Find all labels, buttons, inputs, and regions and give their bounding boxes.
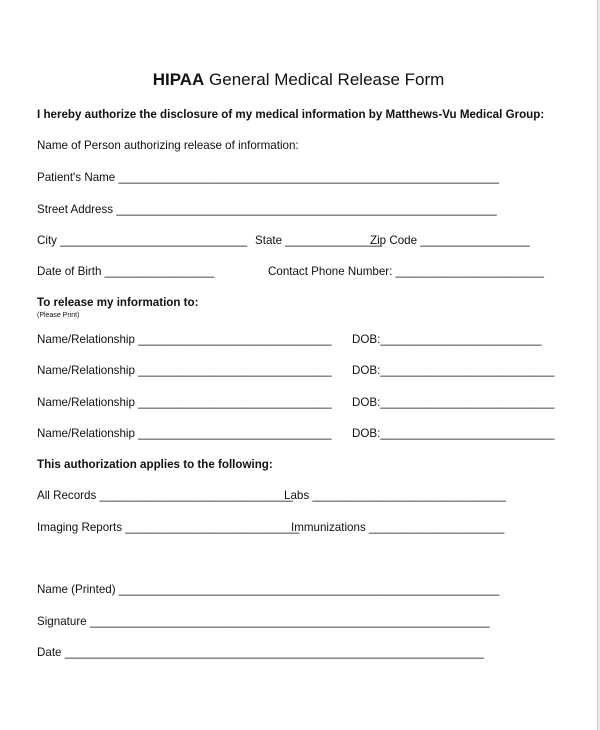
authorizing-person-label: Name of Person authorizing release of information: [37, 139, 299, 152]
recipient-relationship-field[interactable]: Name/Relationship ______________________________ [37, 427, 332, 440]
applies-heading: This authorization applies to the following: [37, 458, 273, 471]
patient-name-field[interactable]: Patient's Name ___________________________________________________________ [37, 171, 499, 184]
recipient-dob-field[interactable]: DOB:___________________________ [352, 427, 555, 440]
form-title [0, 70, 597, 90]
date-field[interactable]: Date _________________________________________________________________ [37, 646, 484, 659]
form-title-rest: General Medical Release Form [204, 70, 445, 89]
recipient-relationship-field[interactable]: Name/Relationship ______________________________ [37, 364, 332, 377]
recipient-relationship-field[interactable]: Name/Relationship ______________________________ [37, 333, 332, 346]
state-field[interactable]: State _______________ [255, 234, 383, 247]
please-print-note: (Please Print) [37, 312, 80, 319]
name-printed-field[interactable]: Name (Printed) ___________________________________________________________ [37, 583, 500, 596]
recipient-relationship-field[interactable]: Name/Relationship ______________________________ [37, 396, 332, 409]
date-of-birth-field[interactable]: Date of Birth _________________ [37, 265, 215, 278]
release-heading: To release my information to: [37, 296, 199, 309]
recipient-dob-field[interactable]: DOB:_________________________ [352, 333, 542, 346]
contact-phone-field[interactable]: Contact Phone Number: _______________________ [268, 265, 544, 278]
zip-field[interactable]: Zip Code _________________ [370, 234, 530, 247]
authorization-intro: I hereby authorize the disclosure of my medical information by Matthews-Vu Medical Group: [37, 108, 545, 121]
labs-field[interactable]: Labs ______________________________ [284, 489, 506, 502]
signature-field[interactable]: Signature ______________________________________________________________ [37, 615, 490, 628]
city-field[interactable]: City _____________________________ [37, 234, 248, 247]
imaging-reports-field[interactable]: Imaging Reports ___________________________ [37, 521, 300, 534]
recipient-dob-field[interactable]: DOB:___________________________ [352, 364, 555, 377]
street-address-field[interactable]: Street Address ___________________________________________________________ [37, 203, 497, 216]
recipient-dob-field[interactable]: DOB:___________________________ [352, 396, 555, 409]
immunizations-field[interactable]: Immunizations _____________________ [291, 521, 505, 534]
form-title-bold: HIPAA [152, 70, 205, 89]
all-records-field[interactable]: All Records ______________________________ [37, 489, 293, 502]
